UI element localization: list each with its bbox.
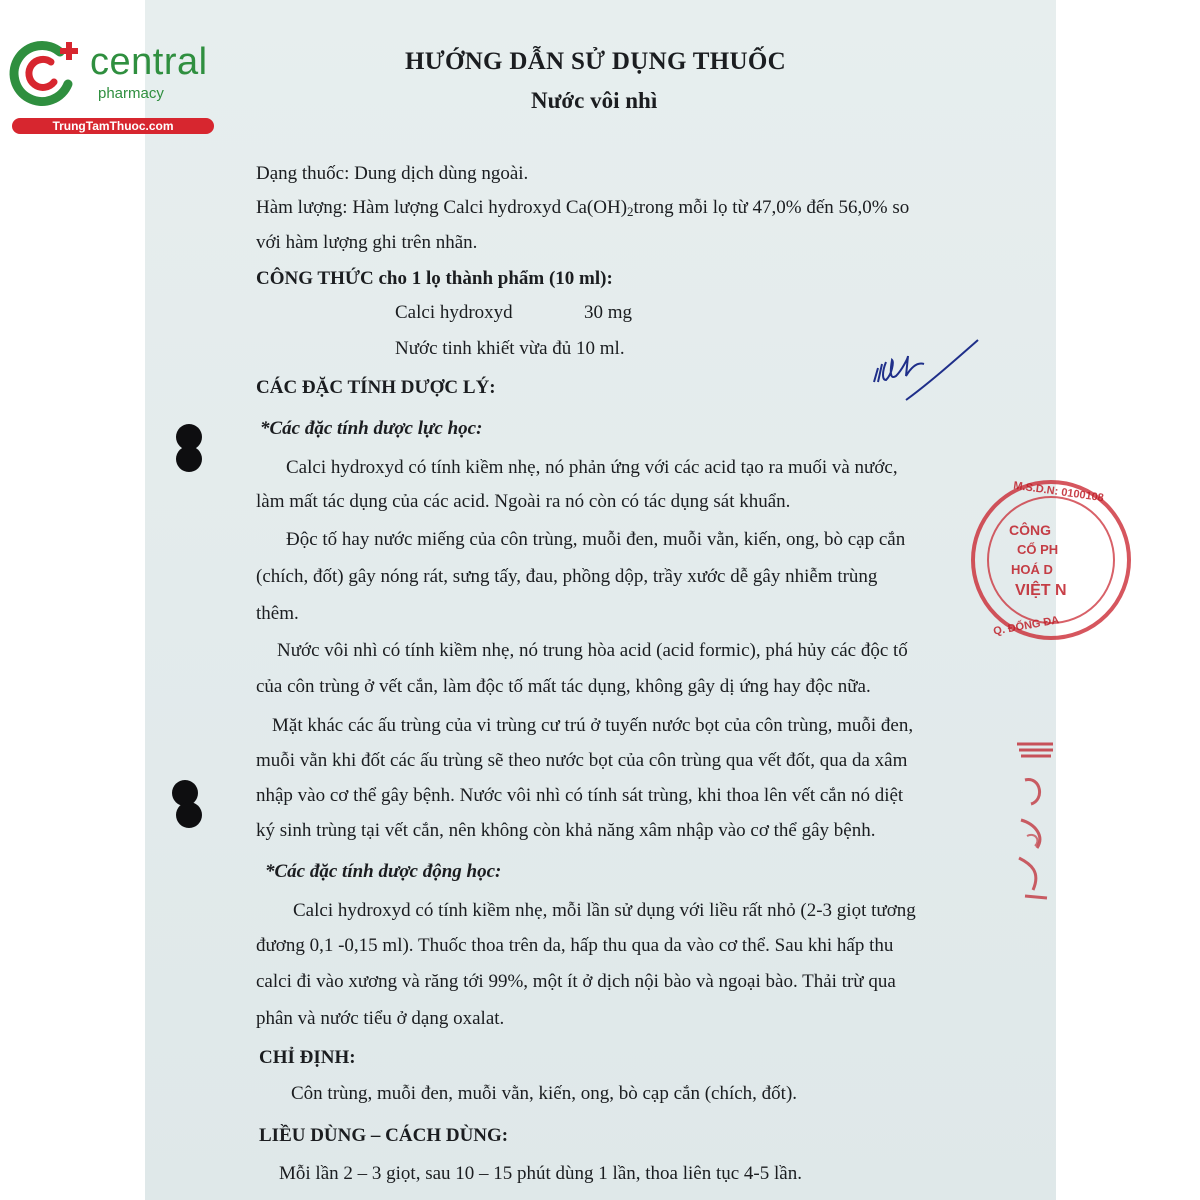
ingredient-name: Calci hydroxyd	[395, 302, 513, 323]
paragraph-line: Calci hydroxyd có tính kiềm nhẹ, nó phản ứng với các acid tạo ra muối và nước,	[286, 457, 898, 478]
paragraph-line: của côn trùng ở vết cắn, làm độc tố mất tác dụng, không gây dị ứng hay độc nữa.	[256, 676, 871, 697]
paragraph-line: muỗi vằn khi đốt các ấu trùng sẽ theo nước bọt của côn trùng qua vết đốt, qua da xâm	[256, 750, 908, 771]
logo-sub-text: pharmacy	[98, 85, 164, 102]
paragraph-line: phân và nước tiểu ở dạng oxalat.	[256, 1008, 505, 1029]
logo-brand-text: central	[90, 41, 208, 83]
dosage-text: Mỗi lần 2 – 3 giọt, sau 10 – 15 phút dùng 1 lần, thoa liên tục 4-5 lần.	[279, 1163, 802, 1184]
stamp-ring-bottom: Q. ĐỐNG ĐA	[992, 614, 1061, 638]
paragraph-line: ký sinh trùng tại vết cắn, nên không còn khả năng xâm nhập vào cơ thể gây bệnh.	[256, 820, 876, 841]
content-line-2: với hàm lượng ghi trên nhãn.	[256, 232, 478, 253]
paragraph-line: thêm.	[256, 603, 299, 624]
stamp-ring-top: M.S.D.N: 0100108	[1012, 479, 1105, 505]
formula-heading: CÔNG THỨC cho 1 lọ thành phẩm (10 ml):	[256, 268, 613, 289]
paragraph-line: đương 0,1 -0,15 ml). Thuốc thoa trên da, hấp thu qua da vào cơ thể. Sau khi hấp thu	[256, 935, 894, 956]
paragraph-line: làm mất tác dụng của các acid. Ngoài ra nó còn có tác dụng sát khuẩn.	[256, 491, 791, 512]
paragraph-line: nhập vào cơ thể gây bệnh. Nước vôi nhì có tính sát trùng, khi thoa lên vết cắn nó diệt	[256, 785, 904, 806]
indication-heading: CHỈ ĐỊNH:	[259, 1047, 356, 1068]
company-stamp	[965, 478, 1105, 648]
paragraph-line: Mặt khác các ấu trùng của vi trùng cư trú ở tuyến nước bọt của côn trùng, muỗi đen,	[272, 715, 914, 736]
stamp-line-1: CÔNG	[1009, 522, 1051, 538]
dosage-form-line: Dạng thuốc: Dung dịch dùng ngoài.	[256, 163, 529, 184]
paragraph-line: (chích, đốt) gây nóng rát, sưng tấy, đau, phồng dộp, trầy xước dễ gây nhiễm trùng	[256, 566, 878, 587]
paragraph-line: Calci hydroxyd có tính kiềm nhẹ, mỗi lần sử dụng với liều rất nhỏ (2-3 giọt tương	[293, 900, 916, 921]
page-title: HƯỚNG DẪN SỬ DỤNG THUỐC	[405, 48, 786, 75]
indication-text: Côn trùng, muỗi đen, muỗi vằn, kiến, ong, bò cạp cắn (chích, đốt).	[291, 1083, 798, 1104]
punch-hole	[176, 802, 202, 828]
pharmacology-heading: CÁC ĐẶC TÍNH DƯỢC LÝ:	[256, 377, 496, 398]
stamp-inner-ring	[987, 496, 1115, 624]
central-pharmacy-logo[interactable]	[8, 38, 218, 138]
stamp-line-3: HOÁ D	[1011, 562, 1053, 577]
paragraph-line: Nước vôi nhì có tính kiềm nhẹ, nó trung hòa acid (acid formic), phá hủy các độc tố	[277, 640, 908, 661]
pharmacokinetics-heading: *Các đặc tính dược động học:	[265, 861, 502, 882]
signature-mark	[868, 332, 988, 412]
stamp-line-2: CỔ PH	[1017, 542, 1059, 557]
paragraph-line: Độc tố hay nước miếng của côn trùng, muỗi đen, muỗi vằn, kiến, ong, bò cạp cắn	[286, 529, 906, 550]
ingredient-amount: 30 mg	[584, 302, 633, 323]
pharmacy-cross-icon	[8, 38, 88, 110]
pharmacodynamics-heading: *Các đặc tính dược lực học:	[260, 418, 483, 439]
punch-hole	[176, 446, 202, 472]
partial-stamp-mark	[1015, 740, 1055, 905]
dosage-heading: LIỀU DÙNG – CÁCH DÙNG:	[259, 1125, 509, 1146]
paragraph-line: calci đi vào xương và răng tới 99%, một ít ở dịch nội bào và ngoại bào. Thải trừ qua	[256, 971, 896, 992]
content-line-text: Hàm lượng: Hàm lượng Calci hydroxyd $Ca(OH)_2trong$ mỗi lọ từ 47,0% đến 56,0% so	[256, 197, 910, 219]
page-subtitle: Nước vôi nhì	[531, 88, 658, 113]
logo-url-bar: TrungTamThuoc.com	[12, 118, 214, 134]
content-line	[256, 197, 953, 223]
water-line: Nước tinh khiết vừa đủ 10 ml.	[395, 338, 625, 359]
stamp-line-4: VIỆT N	[1015, 582, 1067, 599]
